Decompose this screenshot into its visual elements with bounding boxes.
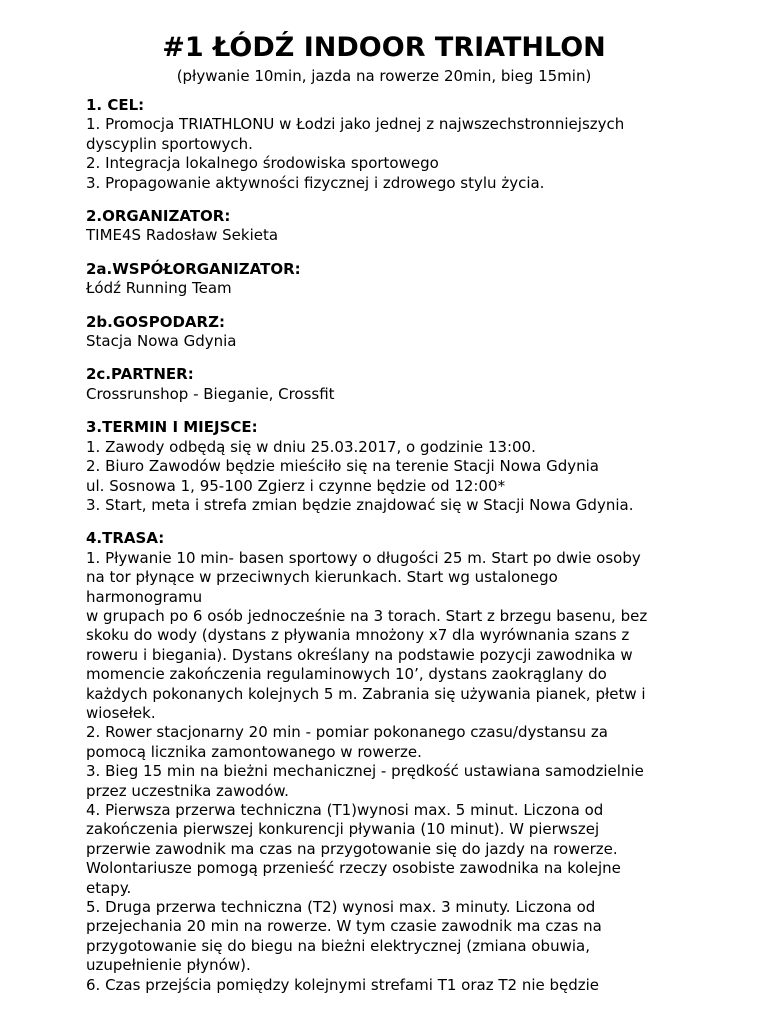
section-text-line: dyscyplin sportowych.	[86, 134, 253, 153]
section-text-line: TIME4S Radosław Sekieta	[86, 226, 279, 245]
section	[86, 207, 686, 246]
section-text-line: 4. Pierwsza przerwa techniczna (T1)wynosi max. 5 minut. Liczona od	[86, 801, 604, 819]
document-title: #1 ŁÓDŹ INDOOR TRIATHLON	[162, 32, 606, 63]
section	[86, 365, 686, 404]
section	[86, 96, 686, 193]
section-text-line: każdych pokonanych kolejnych 5 m. Zabrania się używania pianek, płetw i	[86, 684, 646, 703]
section	[86, 260, 686, 299]
section-text-line: 5. Druga przerwa techniczna (T2) wynosi max. 3 minuty. Liczona od	[86, 898, 596, 917]
section-heading: 3.TERMIN I MIEJSCE:	[86, 418, 258, 437]
section-text-line: ul. Sosnowa 1, 95-100 Zgierz i czynne będzie od 12:00*	[86, 476, 506, 495]
section-text-line: 1. Promocja TRIATHLONU w Łodzi jako jednej z najwszechstronniejszych	[86, 115, 625, 134]
section-text-line: roweru i biegania). Dystans określany na podstawie pozycji zawodnika w	[86, 645, 633, 664]
section-text-line: Wolontariusze pomogą przenieść rzeczy osobiste zawodnika na kolejne	[86, 859, 621, 878]
document-body	[86, 96, 686, 1009]
section-text-line: uzupełnienie płynów).	[86, 956, 251, 975]
section-text-line: w grupach po 6 osób jednocześnie na 3 torach. Start z brzegu basenu, bez	[86, 606, 648, 625]
section-text-line: na tor płynące w przeciwnych kierunkach. Start wg ustalonego	[86, 568, 558, 587]
section-heading: 1. CEL:	[86, 96, 145, 114]
section-heading: 2c.PARTNER:	[86, 365, 194, 384]
section-text-line: pomocą licznika zamontowanego w rowerze.	[86, 742, 422, 761]
section	[86, 418, 686, 515]
section-heading: 2b.GOSPODARZ:	[86, 312, 225, 331]
section	[86, 529, 686, 995]
section-text-line: 1. Pływanie 10 min- basen sportowy o długości 25 m. Start po dwie osoby	[86, 548, 641, 567]
section-text-line: 2. Integracja lokalnego środowiska sportowego	[86, 154, 439, 173]
section-heading: 2a.WSPÓŁORGANIZATOR:	[86, 259, 301, 278]
section-text-line: momencie zakończenia regulaminowych 10’, dystans zaokrąglany do	[86, 665, 607, 684]
section-text-line: harmonogramu	[86, 587, 203, 606]
section-text-line: 3. Propagowanie aktywności fizycznej i zdrowego stylu życia.	[86, 173, 545, 192]
section-text-line: wiosełek.	[86, 703, 156, 722]
section-text-line: 3. Bieg 15 min na bieżni mechanicznej - prędkość ustawiana samodzielnie	[86, 762, 644, 781]
section-heading: 2.ORGANIZATOR:	[86, 207, 231, 226]
section-text-line: przez uczestnika zawodów.	[86, 781, 289, 800]
section-text-line: 3. Start, meta i strefa zmian będzie znajdować się w Stacji Nowa Gdynia.	[86, 495, 634, 514]
section-text-line: przejechania 20 min na rowerze. W tym czasie zawodnik ma czas na	[86, 917, 602, 936]
section-text-line: przygotowanie się do biegu na bieżni elektrycznej (zmiana obuwia,	[86, 936, 590, 955]
section-text-line: Łódź Running Team	[86, 279, 232, 298]
section-text-line: 2. Rower stacjonarny 20 min - pomiar pokonanego czasu/dystansu za	[86, 723, 608, 742]
section-text-line: zakończenia pierwszej konkurencji pływania (10 minut). W pierwszej	[86, 820, 600, 839]
section-text-line: przerwie zawodnik ma czas na przygotowanie się do jazdy na rowerze.	[86, 839, 618, 858]
section-text-line: skoku do wody (dystans z pływania mnożony x7 dla wyrównania szans z	[86, 626, 630, 645]
section-text-line: Crossrunshop - Bieganie, Crossfit	[86, 384, 335, 403]
document-subtitle: (pływanie 10min, jazda na rowerze 20min, bieg 15min)	[176, 67, 592, 85]
section-text-line: Stacja Nowa Gdynia	[86, 332, 237, 351]
section-text-line: 6. Czas przejścia pomiędzy kolejnymi strefami T1 oraz T2 nie będzie	[86, 975, 600, 994]
section	[86, 313, 686, 352]
section-text-line: 1. Zawody odbędą się w dniu 25.03.2017, o godzinie 13:00.	[86, 437, 536, 456]
section-text-line: etapy.	[86, 878, 132, 897]
section-text-line: 2. Biuro Zawodów będzie mieściło się na terenie Stacji Nowa Gdynia	[86, 457, 599, 476]
section-heading: 4.TRASA:	[86, 529, 165, 548]
